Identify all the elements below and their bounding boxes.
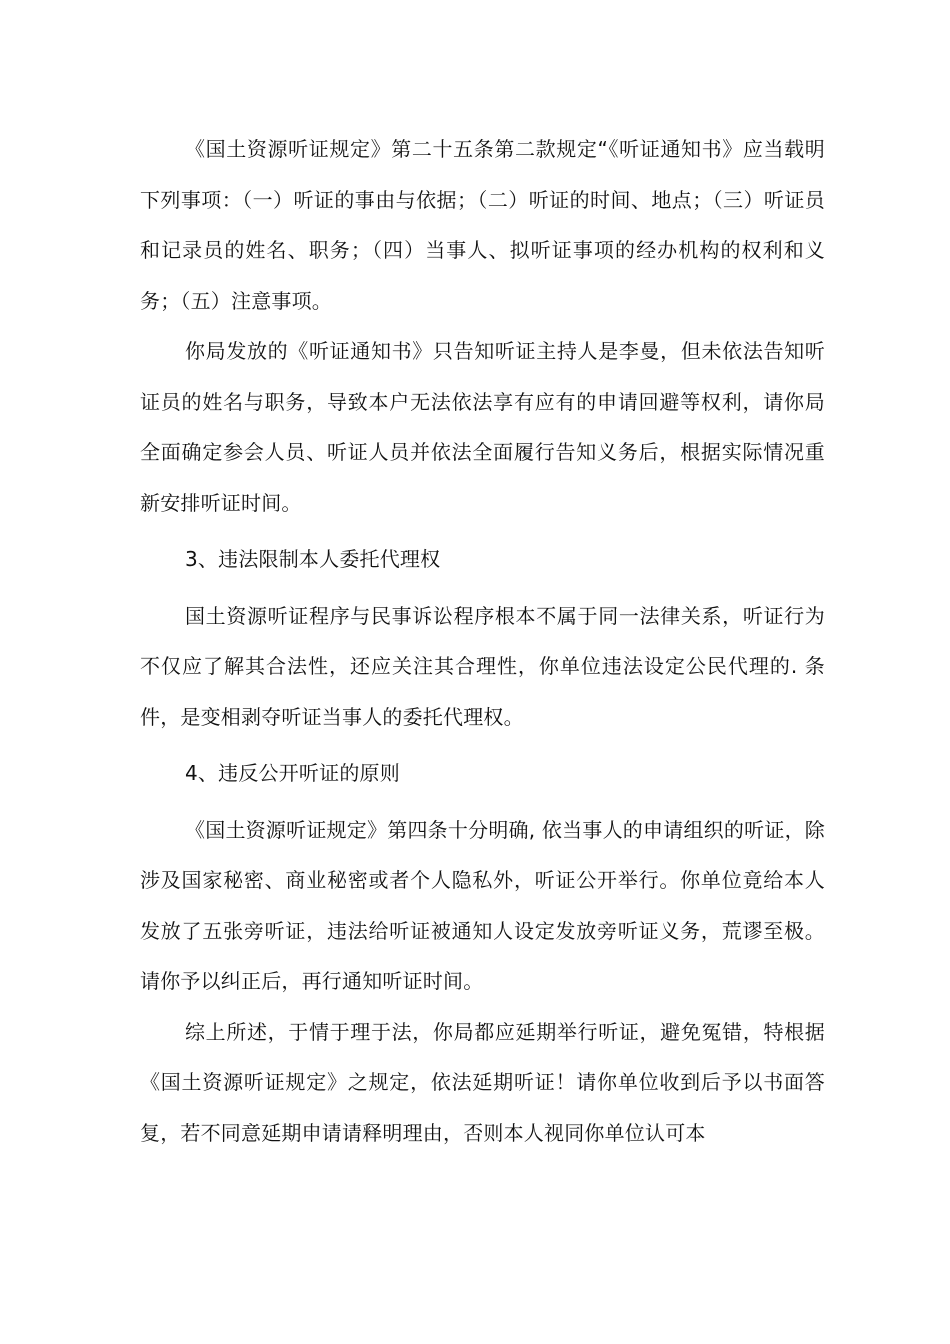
paragraph-public-hearing: 《国土资源听证规定》第四条十分明确, 依当事人的申请组织的听证，除涉及国家秘密、商业秘密或者个人隐私外，听证公开举行。你单位竟给本人发放了五张旁听证，违法给听证被通知人设定发放旁听证义务，荒谬至极。请你予以纠正后，再行通知听证时间。 — [140, 817, 825, 993]
section-heading-public-hearing: 4、违反公开听证的原则 — [185, 761, 400, 785]
document-body — [140, 124, 825, 1158]
paragraph-agency-right: 国土资源听证程序与民事诉讼程序根本不属于同一法律关系，听证行为不仅应了解其合法性，还应关注其合理性，你单位违法设定公民代理的. 条件，是变相剥夺听证当事人的委托代理权。 — [140, 603, 825, 729]
paragraph-notice-deficiency: 你局发放的《听证通知书》只告知听证主持人是李曼，但未依法告知听证员的姓名与职务，导致本户无法依法享有应有的申请回避等权利，请你局全面确定参会人员、听证人员并依法全面履行告知义务后，根据实际情况重新安排听证时间。 — [140, 339, 825, 515]
paragraph-hearing-notice-requirements: 《国土资源听证规定》第二十五条第二款规定“《听证通知书》应当载明下列事项：（一）听证的事由与依据；（二）听证的时间、地点；（三）听证员和记录员的姓名、职务；（四）当事人、拟听证事项的经办机构的权利和义务；（五）注意事项。 — [140, 137, 825, 313]
section-heading-agency-right: 3、违法限制本人委托代理权 — [185, 547, 441, 571]
paragraph-conclusion: 综上所述，于情于理于法，你局都应延期举行听证，避免冤错，特根据《国土资源听证规定》之规定，依法延期听证！请你单位收到后予以书面答复，若不同意延期申请请释明理由，否则本人视同你单位认可本 — [140, 1019, 825, 1145]
